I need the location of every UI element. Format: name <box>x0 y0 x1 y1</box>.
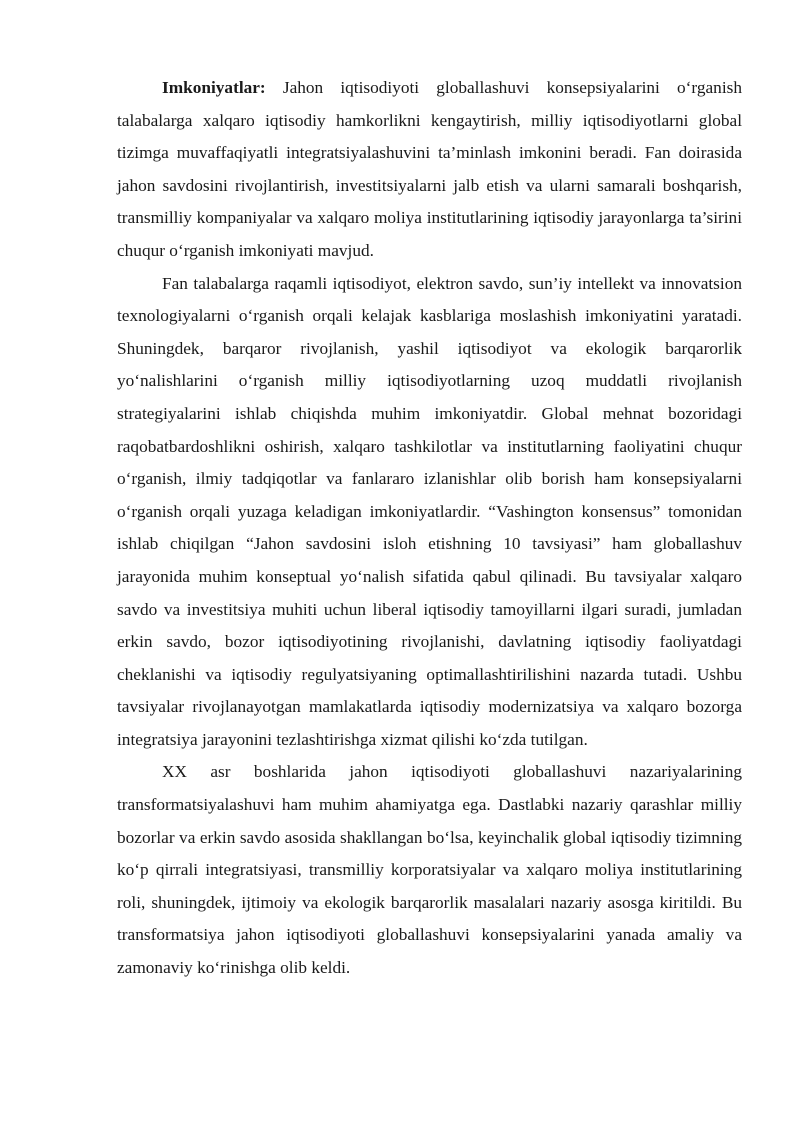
paragraph-text: Jahon iqtisodiyoti globallashuvi konsepsiyalarini o‘rganish talabalarga xalqaro iqtisodiy hamkorlikni kengaytirish, milliy iqtisodiyotlarni global tizimga muvaffaqiyatli integratsiyalashuvini ta’minlash imkonini beradi. Fan doirasida jahon savdosini rivojlantirish, investitsiyalarni jalb etish va ularni samarali boshqarish, transmilliy kompaniyalar va xalqaro moliya institutlarining iqtisodiy jarayonlarga ta’sirini chuqur o‘rganish imkoniyati mavjud. <box>117 78 742 260</box>
paragraph-digital-economy <box>117 268 742 757</box>
document-page <box>117 72 742 985</box>
paragraph-text: Fan talabalarga raqamli iqtisodiyot, elektron savdo, sun’iy intellekt va innovatsion texnologiyalarni o‘rganish orqali kelajak kasblariga moslashish imkoniyatini yaratadi. Shuningdek, barqaror rivojlanish, yashil iqtisodiyot va ekologik barqarorlik yo‘nalishlarini o‘rganish milliy iqtisodiyotlarning uzoq muddatli rivojlanish strategiyalarini ishlab chiqishda muhim imkoniyatdir. Global mehnat bozoridagi raqobatbardoshlikni oshirish, xalqaro tashkilotlar va institutlarning faoliyatini chuqur o‘rganish, ilmiy tadqiqotlar va fanlararo izlanishlar olib borish ham konsepsiyalarni o‘rganish orqali yuzaga keladigan imkoniyatlardir. “Vashington konsensus” tomonidan ishlab chiqilgan “Jahon savdosini isloh etishning 10 tavsiyasi” ham globallashuv jarayonida muhim konseptual yo‘nalish sifatida qabul qilinadi. Bu tavsiyalar xalqaro savdo va investitsiya muhiti uchun liberal iqtisodiy tamoyillarni ilgari suradi, jumladan erkin savdo, bozor iqtisodiyotining rivojlanishi, davlatning iqtisodiy faoliyatdagi cheklanishi va iqtisodiy regulyatsiyaning optimallashtirilishini nazarda tutadi. Ushbu tavsiyalar rivojlanayotgan mamlakatlarda iqtisodiy modernizatsiya va xalqaro bozorga integratsiya jarayonini tezlashtirishga xizmat qilishi ko‘zda tutilgan. <box>117 273 742 749</box>
paragraph-theory-transformation <box>117 756 742 984</box>
paragraph-opportunities <box>117 72 742 268</box>
paragraph-text: XX asr boshlarida jahon iqtisodiyoti globallashuvi nazariyalarining transformatsiyalashuvi ham muhim ahamiyatga ega. Dastlabki nazariy qarashlar milliy bozorlar va erkin savdo asosida shakllangan bo‘lsa, keyinchalik global iqtisodiy tizimning ko‘p qirrali integratsiyasi, transmilliy korporatsiyalar va xalqaro moliya institutlarining roli, shuningdek, ijtimoiy va ekologik barqarorlik masalalari nazariy asosga kiritildi. Bu transformatsiya jahon iqtisodiyoti globallashuvi konsepsiyalarini yanada amaliy va zamonaviy ko‘rinishga olib keldi. <box>117 762 742 978</box>
paragraph-lead-heading: Imkoniyatlar: <box>162 78 266 97</box>
